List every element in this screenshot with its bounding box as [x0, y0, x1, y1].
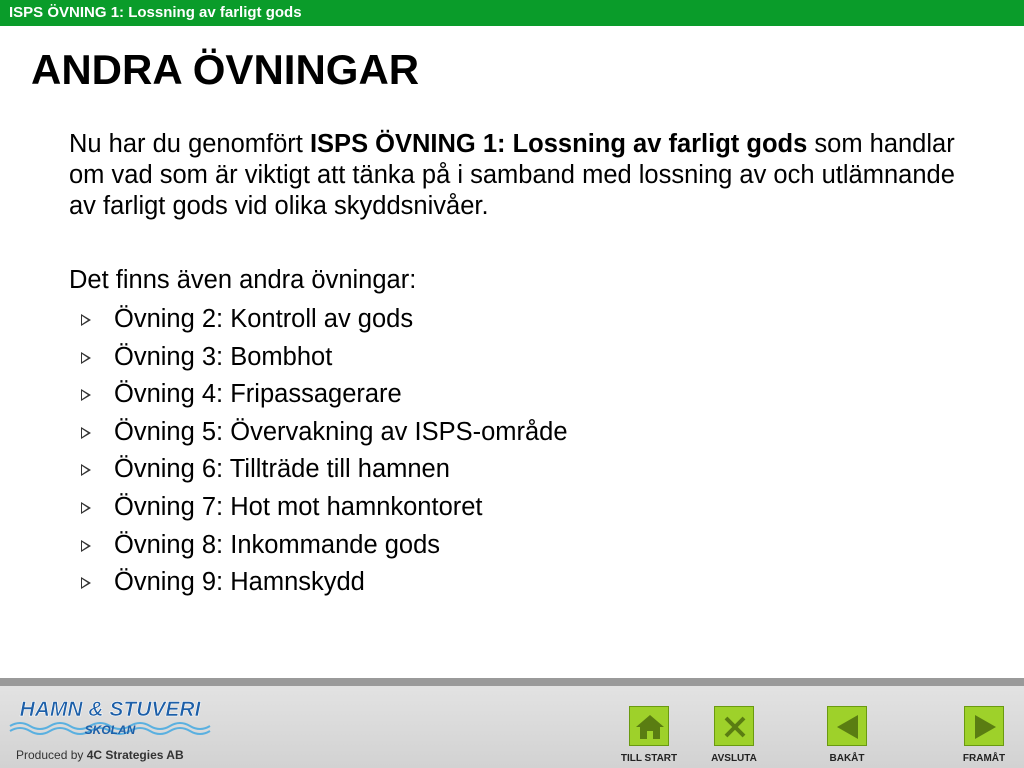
arrow-left-icon: [828, 707, 868, 747]
exercise-label: Övning 9: Hamnskydd: [114, 568, 365, 597]
produced-by-credit: [16, 748, 184, 762]
triangle-bullet-icon: [81, 577, 91, 589]
footer-divider: [0, 678, 1024, 686]
triangle-bullet-icon: [81, 540, 91, 552]
exercise-label: Övning 3: Bombhot: [114, 342, 333, 371]
triangle-bullet-icon: [81, 389, 91, 401]
triangle-bullet-icon: [81, 502, 91, 514]
exercise-label: Övning 2: Kontroll av gods: [114, 305, 414, 333]
triangle-bullet-icon: [81, 352, 91, 364]
back-button[interactable]: [827, 706, 867, 746]
triangle-bullet-icon: [81, 314, 91, 326]
triangle-bullet-icon: [81, 464, 91, 476]
intro-paragraph: [69, 129, 969, 222]
footer-bar: [0, 678, 1024, 768]
logo-text-bottom: SKOLAN: [84, 723, 136, 737]
hamn-stuveri-logo: [8, 692, 212, 738]
arrow-right-icon: [965, 707, 1005, 747]
logo-text-top: HAMN & STUVERI: [19, 698, 201, 721]
back-button-label: BAKÅT: [829, 753, 865, 764]
produced-by-company: 4C Strategies AB: [86, 748, 184, 762]
other-exercises-heading: Det finns även andra övningar:: [69, 266, 417, 294]
exercise-label: Övning 8: Inkommande gods: [114, 530, 441, 559]
exercise-label: Övning 7: Hot mot hamnkontoret: [114, 492, 483, 521]
intro-exercise-name: ISPS ÖVNING 1: Lossning av farligt gods: [309, 130, 808, 158]
home-icon: [630, 707, 670, 747]
quit-button[interactable]: [714, 706, 754, 746]
intro-text-start: Nu har du genomfört: [69, 130, 310, 158]
page-title: ANDRA ÖVNINGAR: [31, 46, 420, 93]
exercise-label: Övning 4: Fripassagerare: [114, 380, 402, 409]
exercise-label: Övning 5: Övervakning av ISPS-område: [114, 417, 568, 446]
forward-button[interactable]: [964, 706, 1004, 746]
close-x-icon: [715, 707, 755, 747]
course-title: ISPS ÖVNING 1: Lossning av farligt gods: [9, 4, 302, 21]
intro-text-end: som handlar om vad som är viktigt att tänka på i samband med lossning av och utlämnande av farligt gods vid olika skyddsnivåer.: [69, 130, 955, 220]
start-button-label: TILL START: [620, 753, 678, 764]
produced-by-prefix: Produced by: [16, 748, 87, 762]
exercise-label: Övning 6: Tillträde till hamnen: [114, 455, 450, 484]
header-bar: [0, 0, 1024, 26]
forward-button-label: FRAMÅT: [962, 753, 1006, 764]
quit-button-label: AVSLUTA: [711, 753, 757, 764]
triangle-bullet-icon: [81, 427, 91, 439]
start-button[interactable]: [629, 706, 669, 746]
